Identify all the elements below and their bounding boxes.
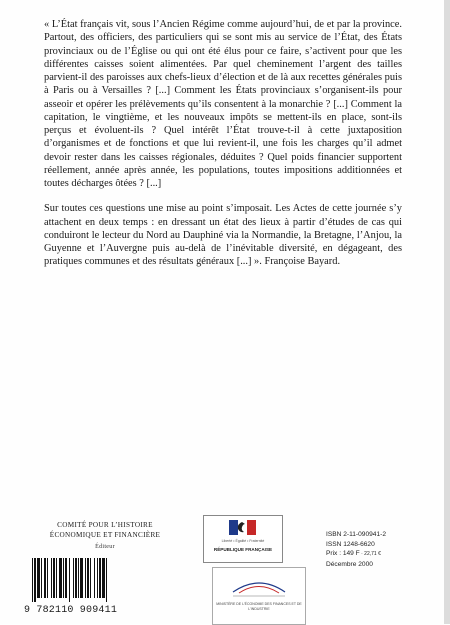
barcode-bar xyxy=(78,558,79,598)
marianne-icon xyxy=(204,516,282,538)
paragraph-quote: « L’État français vit, sous l’Ancien Régime comme aujourd’hui, de et par la province. Partout, des officiers, des particuliers qui se sont mis au service de l’État, des États provinciaux ou de l’Église ou qui ont été élus pour ce faire, s’activent pour que les différentes caisses soient alimentées. Par quel cheminement l’argent des tailles parvient-il des paroisses aux chefs-lieux d’élection et de là aux recettes générales puis à Paris ou à Versailles ? [...] Comment les États provinciaux s’organisent-ils pour asseoir et opérer les prélèvements qu’ils consentent à la monarchie ? [...] Comment la capitation, le vingtième, et les nouveaux impôts se mettent-ils en place, sont-ils perçus et évoluent-ils ? Quel intérêt l’État trouve-t-il à cette juxtaposition d’organismes et de fonctions et que lui revient-il, une fois les charges qu’il admet devoir rester dans les caisses régionales, déduites ? Quel poids financier supportent réellement, année après année, les populations, toutes impositions additionnées et toutes décharges ôtées ? [...] xyxy=(44,19,402,189)
price-francs: Prix : 149 F xyxy=(326,550,360,558)
ministry-logo xyxy=(212,567,306,625)
barcode-bar xyxy=(102,558,105,598)
barcode-digits: 9 782110 909411 xyxy=(24,605,118,616)
barcode-bar xyxy=(34,558,36,602)
book-info xyxy=(326,530,436,569)
barcode-bar xyxy=(73,558,74,598)
barcode-bar xyxy=(63,558,64,598)
ministry-emblem-icon xyxy=(213,568,305,602)
barcode-bar xyxy=(47,558,48,598)
barcode-bar xyxy=(59,558,62,598)
barcode-bar xyxy=(32,558,33,602)
ministry-name: MINISTÈRE DE L’ÉCONOMIE DES FINANCES ET DE L’INDUSTRIE xyxy=(216,602,302,611)
barcode-bar xyxy=(65,558,67,598)
barcode-bar xyxy=(75,558,77,598)
barcode-bar xyxy=(69,558,70,602)
barcode-bar xyxy=(51,558,52,598)
back-cover-text xyxy=(44,18,402,281)
barcode-image xyxy=(30,558,142,602)
barcode-bar xyxy=(44,558,46,598)
price-euros: · 22,71 € xyxy=(359,551,381,558)
republic-motto: Liberté • Égalité • Fraternité xyxy=(221,539,265,543)
barcode-bar xyxy=(41,558,42,598)
barcode-bar xyxy=(97,558,98,598)
barcode-bar xyxy=(80,558,83,598)
publisher-role: Éditeur xyxy=(95,544,115,550)
barcode-bar xyxy=(53,558,55,598)
publisher-name-line1: COMITÉ POUR L’HISTOIRE xyxy=(57,521,153,529)
publication-date: Décembre 2000 xyxy=(326,560,373,568)
publisher-block xyxy=(30,520,180,552)
publisher-name-line2: ÉCONOMIQUE ET FINANCIÈRE xyxy=(49,531,161,539)
barcode-bar xyxy=(94,558,95,598)
barcode-bar xyxy=(99,558,101,598)
isbn-number: ISBN 2-11-090941-2 xyxy=(326,531,386,538)
paragraph-summary: Sur toutes ces questions une mise au point s’imposait. Les Actes de cette journée s’y attachent en deux temps : en dressant un état des lieux à partir d’études de cas qui conduiront le lecteur du Nord au Dauphiné via la Normandie, la Bretagne, l’Anjou, la Guyenne et l’Auvergne puis au-delà de l’inévitable diversité, en dégageant, des pratiques communes et des résultats généraux [...] ». Françoise Bayard. xyxy=(44,203,402,268)
footer xyxy=(0,520,444,624)
barcode-bar xyxy=(90,558,91,598)
issn-number: ISSN 1248-6620 xyxy=(326,540,375,548)
barcode-bar xyxy=(106,558,107,602)
barcode-bar xyxy=(85,558,86,598)
barcode-bar xyxy=(37,558,40,598)
republic-name: RÉPUBLIQUE FRANÇAISE xyxy=(213,547,273,552)
price xyxy=(326,549,436,560)
barcode-bar xyxy=(87,558,89,598)
republique-francaise-logo xyxy=(203,515,283,563)
barcode-bar xyxy=(56,558,57,598)
